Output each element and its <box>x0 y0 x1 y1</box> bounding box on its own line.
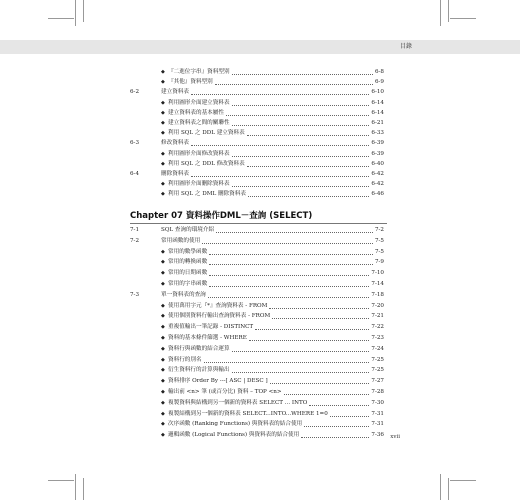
toc-entry <box>0 128 520 138</box>
toc-entry-title: 次序函數 (Ranking Functions) 與資料表的結合使用 <box>168 421 303 428</box>
toc-entry-number: 6-3 <box>130 140 140 147</box>
dot-leader <box>232 105 370 106</box>
toc-entry-page: 7-5 <box>374 248 384 255</box>
toc-entry <box>0 409 520 419</box>
dot-leader <box>209 264 373 265</box>
dot-leader <box>249 340 370 341</box>
toc-entry-page: 7-10 <box>371 270 384 277</box>
page-header-title: 目錄 <box>399 43 412 50</box>
crop-mark <box>75 0 76 26</box>
diamond-bullet-icon: ◆ <box>161 150 165 157</box>
toc-entry <box>0 311 520 321</box>
toc-entry <box>0 225 520 235</box>
toc-entry <box>0 247 520 257</box>
crop-mark <box>450 18 476 19</box>
toc-entry <box>0 419 520 429</box>
toc-entry-page: 6-33 <box>371 130 384 137</box>
diamond-bullet-icon: ◆ <box>161 191 165 198</box>
diamond-bullet-icon: ◆ <box>161 313 165 320</box>
crop-mark <box>448 0 449 22</box>
toc-entry-page: 7-20 <box>371 302 384 309</box>
crop-mark <box>48 18 74 19</box>
diamond-bullet-icon: ◆ <box>161 421 165 428</box>
toc-entry-title: 利用 SQL 之 DDL 建立資料表 <box>168 130 245 137</box>
toc-entry <box>0 236 520 246</box>
diamond-bullet-icon: ◆ <box>161 259 165 266</box>
toc-entry <box>0 257 520 267</box>
diamond-bullet-icon: ◆ <box>161 345 165 352</box>
diamond-bullet-icon: ◆ <box>161 302 165 309</box>
toc-entry <box>0 322 520 332</box>
toc-entry-title: 衍生資料行的計算與輸出 <box>168 367 230 374</box>
diamond-bullet-icon: ◆ <box>161 79 165 86</box>
crop-mark <box>75 474 76 500</box>
toc-entry-title: 資料行的別名 <box>168 356 202 363</box>
toc-entry-page: 7-28 <box>371 389 384 395</box>
toc-entry-number: 7-2 <box>130 237 140 244</box>
toc-entry-page: 7-9 <box>374 259 384 266</box>
toc-entry <box>0 77 520 87</box>
toc-entry <box>0 169 520 179</box>
dot-leader <box>216 232 373 233</box>
toc-entry-page: 7-25 <box>371 356 384 363</box>
dot-leader <box>209 286 369 287</box>
toc-entry-title: 資料的基本條件篩選 - WHERE <box>168 335 247 341</box>
dot-leader <box>208 297 370 298</box>
toc-entry-page: 6-42 <box>371 171 384 177</box>
toc-entry <box>0 98 520 108</box>
diamond-bullet-icon: ◆ <box>161 399 165 406</box>
dot-leader <box>284 394 370 395</box>
toc-entry <box>0 118 520 128</box>
dot-leader <box>209 275 369 276</box>
toc-entry-title: 常用的日期函數 <box>168 270 208 277</box>
toc-entry-page: 7-23 <box>371 335 384 341</box>
diamond-bullet-icon: ◆ <box>161 99 165 106</box>
dot-leader <box>232 186 370 187</box>
toc-entry-number: 6-2 <box>130 89 140 96</box>
toc-entry-page: 7-22 <box>371 324 384 331</box>
toc-entry <box>0 149 520 159</box>
dot-leader <box>232 372 370 373</box>
page-header-bar <box>0 40 520 54</box>
dot-leader <box>304 426 369 427</box>
toc-entry-title: 利用圖形介面修改資料表 <box>168 150 230 157</box>
toc-entry-number: 7-3 <box>130 291 140 298</box>
diamond-bullet-icon: ◆ <box>161 335 165 341</box>
toc-entry <box>0 398 520 408</box>
diamond-bullet-icon: ◆ <box>161 432 165 439</box>
toc-entry-title: 修改資料表 <box>161 140 189 147</box>
toc-entry-title: 輸出前 <n> 筆 (或百分比) 資料 – TOP <n> <box>168 389 282 395</box>
toc-entry-number: 7-1 <box>130 227 140 233</box>
toc-entry-title: 『其他』資料型別 <box>168 79 213 86</box>
crop-mark <box>83 478 84 500</box>
toc-entry-page: 7-21 <box>371 313 384 320</box>
dot-leader <box>247 166 370 167</box>
chapter-heading: Chapter 07 資料操作DML－查詢 (SELECT) <box>130 211 313 221</box>
toc-entry-title: 邏輯函數 (Logical Functions) 與資料表的結合使用 <box>168 432 300 439</box>
toc-entry-title: 重複值輸出一筆記錄 - DISTINCT <box>168 324 254 331</box>
toc-entry-page: 7-5 <box>374 237 384 244</box>
toc-entry-title: 資料行與函數的結合運算 <box>168 345 230 352</box>
dot-leader <box>202 243 373 244</box>
toc-entry-number: 6-4 <box>130 171 140 177</box>
toc-entry-page: 7-36 <box>371 432 384 439</box>
toc-entry <box>0 189 520 199</box>
toc-entry <box>0 179 520 189</box>
toc-entry <box>0 355 520 365</box>
toc-entry-page: 7-24 <box>371 345 384 352</box>
chapter-divider <box>130 223 387 224</box>
toc-entry-page: 6-14 <box>371 109 384 116</box>
toc-entry-title: 建立資料表的基本屬性 <box>168 109 224 116</box>
dot-leader <box>204 362 370 363</box>
crop-mark <box>48 480 74 481</box>
toc-entry-title: 常用的數學函數 <box>168 248 208 255</box>
dot-leader <box>309 405 369 406</box>
dot-leader <box>226 115 369 116</box>
diamond-bullet-icon: ◆ <box>161 181 165 188</box>
toc-entry-title: 常用函數的使用 <box>161 237 201 244</box>
dot-leader <box>209 254 373 255</box>
diamond-bullet-icon: ◆ <box>161 109 165 116</box>
diamond-bullet-icon: ◆ <box>161 324 165 331</box>
toc-entry-page: 7-14 <box>371 281 384 287</box>
diamond-bullet-icon: ◆ <box>161 270 165 277</box>
dot-leader <box>215 84 373 85</box>
dot-leader <box>232 125 370 126</box>
crop-mark <box>440 474 441 500</box>
toc-entry-title: 單一資料表的查詢 <box>161 291 206 298</box>
toc-entry-page: 7-31 <box>371 410 384 417</box>
toc-entry-title: SQL 查詢的環境介紹 <box>161 227 215 233</box>
crop-mark <box>440 0 441 26</box>
dot-leader <box>232 351 370 352</box>
toc-entry-page: 7-2 <box>374 227 384 233</box>
dot-leader <box>330 416 370 417</box>
toc-entry <box>0 159 520 169</box>
toc-entry-title: 常用的字串函數 <box>168 281 208 287</box>
diamond-bullet-icon: ◆ <box>161 389 165 395</box>
crop-mark <box>450 480 476 481</box>
dot-leader <box>269 308 369 309</box>
toc-entry-title: 刪除資料表 <box>161 171 189 177</box>
dot-leader <box>301 437 369 438</box>
toc-entry-page: 6-46 <box>371 191 384 198</box>
dot-leader <box>255 329 369 330</box>
toc-entry-title: 使用萬用字元『*』查詢資料表 - FROM <box>168 302 268 309</box>
toc-entry-page: 6-8 <box>374 69 384 75</box>
toc-entry-page: 6-10 <box>371 89 384 96</box>
toc-entry <box>0 301 520 311</box>
toc-entry-title: 常用的轉換函數 <box>168 259 208 266</box>
toc-entry <box>0 387 520 397</box>
dot-leader <box>272 318 369 319</box>
toc-entry-page: 6-40 <box>371 160 384 167</box>
diamond-bullet-icon: ◆ <box>161 160 165 167</box>
toc-entry-title: 利用圖形介面建立資料表 <box>168 99 230 106</box>
dot-leader <box>248 196 369 197</box>
dot-leader <box>247 135 370 136</box>
diamond-bullet-icon: ◆ <box>161 130 165 137</box>
diamond-bullet-icon: ◆ <box>161 410 165 417</box>
toc-entry-title: 複製結構到另一個新的資料表 SELECT...INTO...WHERE 1=0 <box>168 410 328 417</box>
toc-entry-page: 7-31 <box>371 421 384 428</box>
toc-entry <box>0 138 520 148</box>
toc-entry-title: 複製資料與結構到另一個新的資料表 SELECT ... INTO <box>168 399 308 406</box>
dot-leader <box>232 156 370 157</box>
dot-leader <box>191 94 369 95</box>
toc-entry-title: 『二進位字串』資料型別 <box>168 69 230 75</box>
toc-entry <box>0 268 520 278</box>
toc-entry <box>0 430 520 440</box>
toc-entry <box>0 290 520 300</box>
toc-entry <box>0 67 520 77</box>
toc-entry <box>0 344 520 354</box>
toc-entry-page: 6-39 <box>371 140 384 147</box>
toc-entry-page: 6-21 <box>371 120 384 126</box>
toc-entry-title: 資料排序 Order By ---[ ASC | DESC ] <box>168 378 268 385</box>
toc-entry-page: 7-25 <box>371 367 384 374</box>
diamond-bullet-icon: ◆ <box>161 69 165 75</box>
dot-leader <box>191 145 369 146</box>
toc-entry-page: 6-39 <box>371 150 384 157</box>
crop-mark <box>83 0 84 22</box>
diamond-bullet-icon: ◆ <box>161 281 165 287</box>
toc-entry-page: 6-9 <box>374 79 384 86</box>
toc-entry-page: 7-27 <box>371 378 384 385</box>
diamond-bullet-icon: ◆ <box>161 120 165 126</box>
toc-entry-page: 6-42 <box>371 181 384 188</box>
toc-entry-title: 利用 SQL 之 DDL 修改資料表 <box>168 160 245 167</box>
toc-entry <box>0 108 520 118</box>
toc-entry <box>0 87 520 97</box>
diamond-bullet-icon: ◆ <box>161 378 165 385</box>
toc-entry-page: 7-18 <box>371 291 384 298</box>
dot-leader <box>270 383 370 384</box>
toc-entry-page: 6-14 <box>371 99 384 106</box>
dot-leader <box>232 74 373 75</box>
dot-leader <box>191 176 369 177</box>
toc-entry-title: 利用圖形介面刪除資料表 <box>168 181 230 188</box>
toc-entry <box>0 376 520 386</box>
toc-entry <box>0 333 520 343</box>
toc-entry-title: 建立資料表 <box>161 89 189 96</box>
toc-entry-title: 建立資料表之間的關聯性 <box>168 120 230 126</box>
diamond-bullet-icon: ◆ <box>161 356 165 363</box>
page-number: xvii <box>390 434 400 440</box>
toc-entry-title: 使用個別資料行輸出查詢資料表 - FROM <box>168 313 271 320</box>
toc-entry <box>0 279 520 289</box>
toc-entry <box>0 365 520 375</box>
toc-entry-page: 7-30 <box>371 399 384 406</box>
diamond-bullet-icon: ◆ <box>161 248 165 255</box>
crop-mark <box>448 478 449 500</box>
diamond-bullet-icon: ◆ <box>161 367 165 374</box>
toc-entry-title: 利用 SQL 之 DML 刪除資料表 <box>168 191 246 198</box>
